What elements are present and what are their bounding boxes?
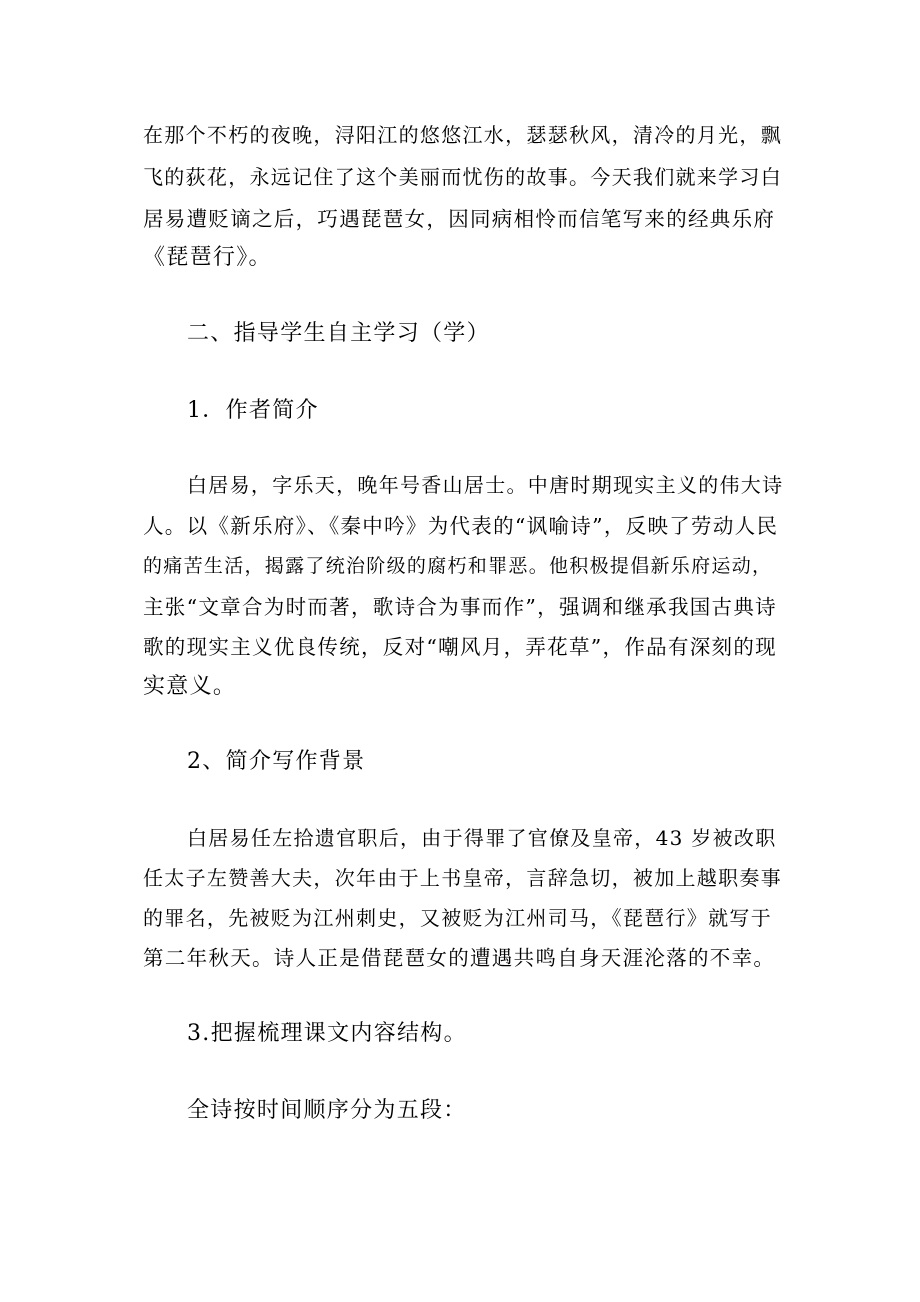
intro-line: 在那个不朽的夜晚，浔阳江的悠悠江水，瑟瑟秋风，清冷的月光，飘 (143, 123, 782, 147)
item-heading: 2、简介写作背景 (187, 749, 366, 774)
background-paragraph-line: 任太子左赞善大夫，次年由于上书皇帝，言辞急切，被加上越职奏事 (143, 866, 782, 890)
item-heading: 1．作者简介 (187, 398, 319, 423)
author-paragraph-line: 人。以《新乐府》、《秦中吟》为代表的“讽喻诗”，反映了劳动人民 (143, 514, 779, 538)
item-heading: 3.把握梳理课文内容结构。 (187, 1021, 467, 1046)
author-paragraph-line: 主张“文章合为时而著，歌诗合为事而作”，强调和继承我国古典诗 (143, 595, 777, 619)
structure-intro: 全诗按时间顺序分为五段： (187, 1098, 467, 1123)
author-paragraph-line: 白居易，字乐天，晚年号香山居士。中唐时期现实主义的伟大诗 (187, 473, 784, 497)
background-paragraph-line: 第二年秋天。诗人正是借琵琶女的遭遇共鸣自身天涯沦落的不幸。 (143, 946, 776, 970)
intro-line: 居易遭贬谪之后，巧遇琵琶女，因同病相怜而信笔写来的经典乐府 (143, 207, 776, 231)
background-paragraph-line: 白居易任左拾遗官职后，由于得罪了官僚及皇帝，43 岁被改职 (187, 826, 777, 850)
author-paragraph-line: 的痛苦生活，揭露了统治阶级的腐朽和罪恶。他积极提倡新乐府运动， (143, 555, 773, 577)
intro-line: 《琵琶行》。 (143, 245, 272, 270)
author-paragraph-line: 歌的现实主义优良传统，反对“嘲风月，弄花草”，作品有深刻的现 (143, 635, 777, 659)
section-heading: 二、指导学生自主学习（学） (187, 321, 490, 346)
author-paragraph-line: 实意义。 (143, 674, 237, 699)
intro-line: 飞的荻花，永远记住了这个美丽而忧伤的故事。今天我们就来学习白 (143, 165, 782, 189)
background-paragraph-line: 的罪名，先被贬为江州刺史，又被贬为江州司马，《琵琶行》就写于 (143, 906, 772, 930)
